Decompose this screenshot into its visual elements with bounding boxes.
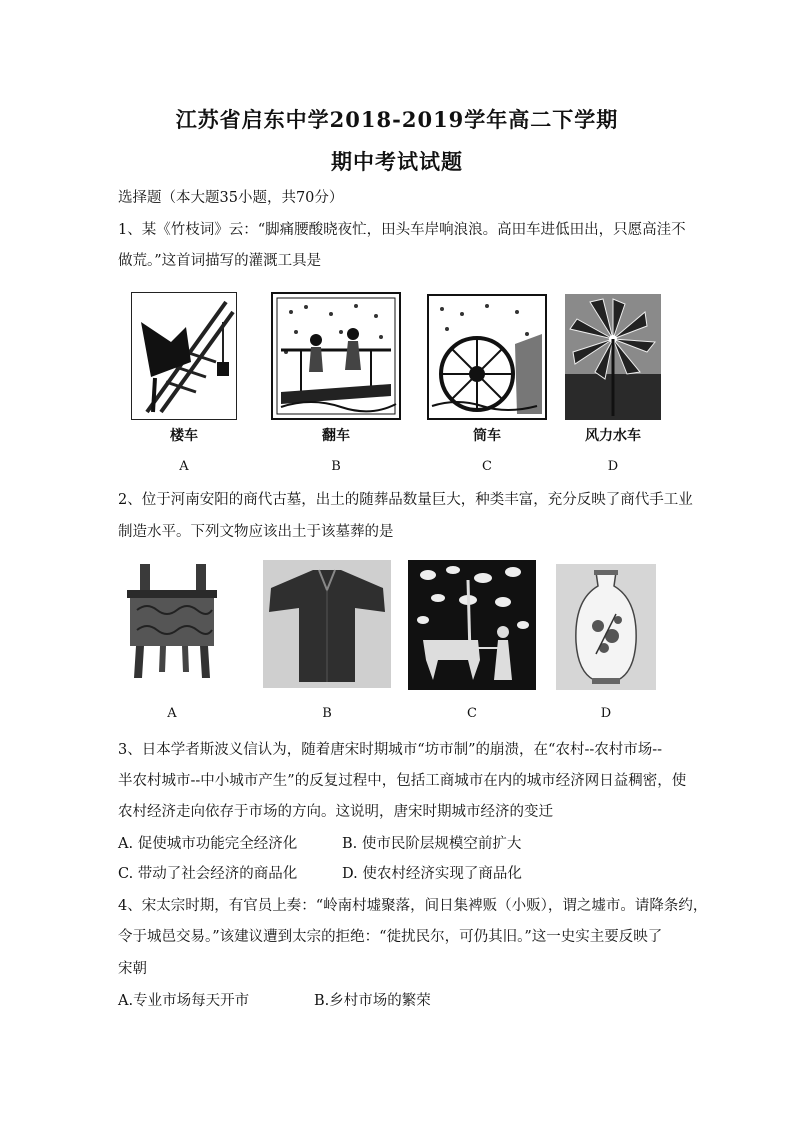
q1-option-d: D — [607, 459, 619, 474]
q2-image-c — [408, 560, 536, 690]
q1-text-line2: 做荒。”这首词描写的灌溉工具是 — [118, 253, 322, 269]
q2-text-line2: 制造水平。下列文物应该出土于该墓葬的是 — [118, 524, 394, 540]
q1-image-d — [565, 294, 661, 420]
q4-option-b: B.乡村市场的繁荣 — [314, 993, 431, 1009]
q3-text-line1: 3、日本学者斯波义信认为，随着唐宋时期城市“坊市制”的崩溃，在“农村--农村市场-- — [118, 742, 663, 758]
q1-caption-b: 翻车 — [322, 428, 350, 444]
q3-option-b: B. 使市民阶层规模空前扩大 — [342, 836, 522, 852]
page-subtitle: 期中考试试题 — [331, 149, 463, 174]
q2-option-a: A — [167, 706, 177, 721]
q3-text-line3: 农村经济走向依存于市场的方向。这说明，唐宋时期城市经济的变迁 — [118, 804, 553, 820]
q4-text-line3: 宋朝 — [118, 961, 147, 977]
q1-option-c: C — [482, 459, 492, 474]
q4-text-line2: 令于城邑交易。”该建议遭到太宗的拒绝：“徙扰民尔，可仍其旧。”这一史实主要反映了 — [118, 929, 663, 945]
q4-text-line1: 4、宋太宗时期，有官员上奏：“岭南村墟聚落，间日集裨贩（小贩），谓之墟市。请降条约， — [118, 898, 708, 914]
q1-caption-a: 楼车 — [170, 428, 198, 444]
q3-option-a: A. 促使城市功能完全经济化 — [118, 836, 298, 852]
q2-image-d — [556, 564, 656, 690]
q4-option-a: A.专业市场每天开市 — [118, 993, 250, 1009]
q1-caption-c: 筒车 — [473, 428, 501, 444]
q2-option-c: C — [467, 706, 477, 721]
q3-option-d: D. 使农村经济实现了商品化 — [342, 866, 522, 882]
q1-option-b: B — [331, 459, 341, 474]
q1-option-a: A — [179, 459, 189, 474]
q2-option-b: B — [322, 706, 332, 721]
q3-option-c: C. 带动了社会经济的商品化 — [118, 866, 298, 882]
section-heading: 选择题（本大题35小题，共70分） — [118, 190, 344, 206]
page-title: 江苏省启东中学2018-2019学年高二下学期 — [175, 107, 619, 132]
q1-image-c — [427, 294, 547, 420]
q2-text-line1: 2、位于河南安阳的商代古墓，出土的随葬品数量巨大，种类丰富，充分反映了商代手工业 — [118, 492, 693, 508]
q1-image-b — [271, 292, 401, 420]
q3-text-line2: 半农村城市--中小城市产生”的反复过程中，包括工商城市在内的城市经济网日益稠密，使 — [118, 773, 687, 789]
q2-image-b — [263, 560, 391, 688]
q1-text-line1: 1、某《竹枝词》云：“脚痛腰酸晓夜忙，田头车岸响浪浪。高田车进低田出，只愿高洼不 — [118, 222, 686, 238]
q2-image-a — [122, 560, 222, 688]
q2-option-d: D — [600, 706, 612, 721]
q1-caption-d: 风力水车 — [585, 428, 641, 444]
q1-image-a — [131, 292, 237, 420]
